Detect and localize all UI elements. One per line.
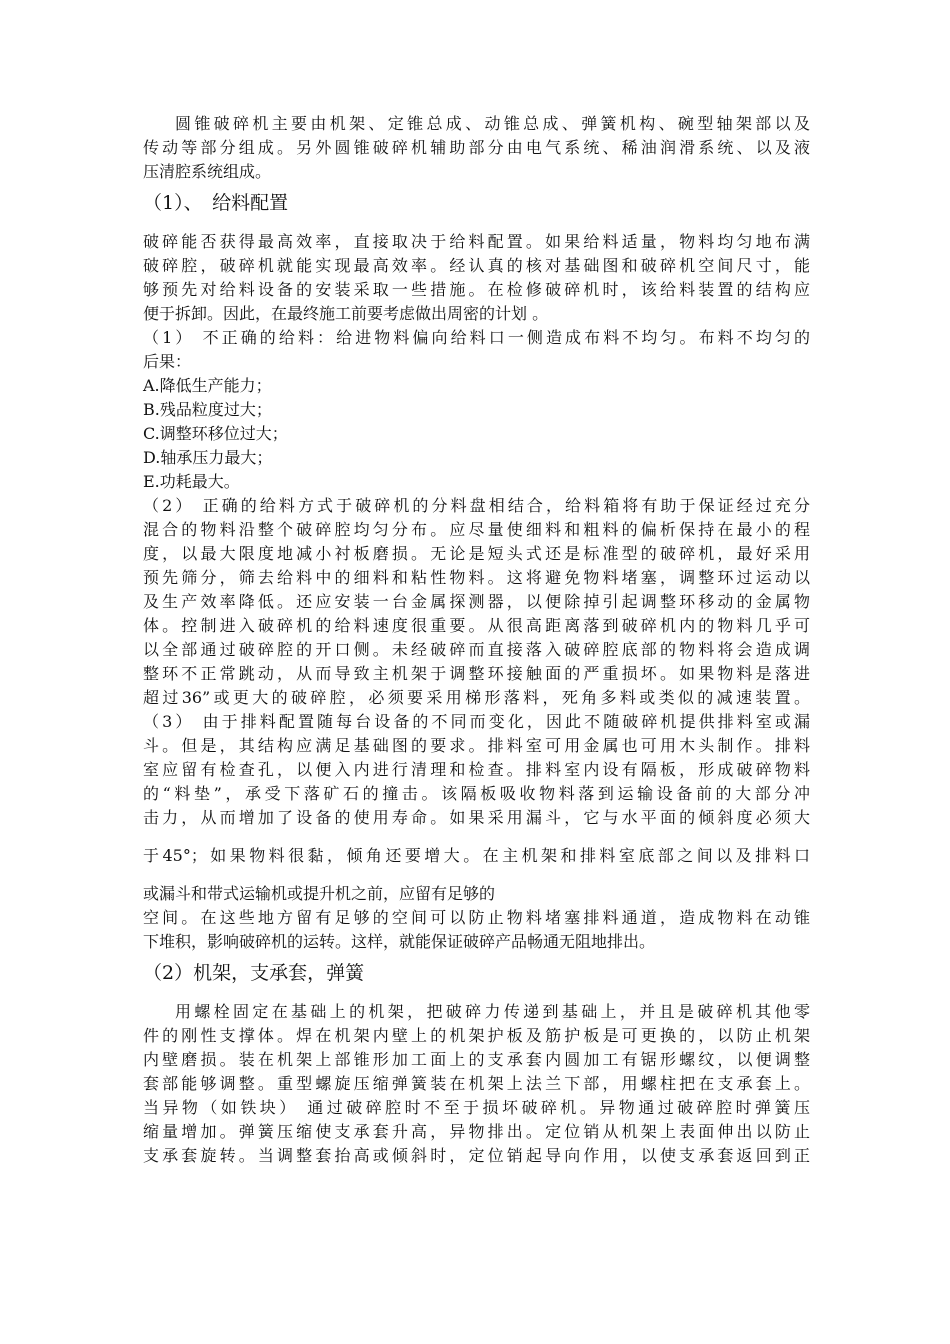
text-line: 斗。但是，其结构应满足基础图的要求。排料室可用金属也可用木头制作。排料 [143,736,810,755]
text-line: 击力，从而增加了设备的使用寿命。如果采用漏斗，它与水平面的倾斜度必须大 [143,808,810,827]
text-line: 下堆积，影响破碎机的运转。这样，就能保证破碎产品畅通无阻地排出。 [143,932,656,951]
text-line: 支承套旋转。当调整套抬高或倾斜时，定位销起导向作用，以使支承套返回到正 [143,1146,810,1165]
text-line: 够预先对给料设备的安装采取一些措施。在检修破碎机时，该给料装置的结构应 [143,280,810,299]
text-line: 及生产效率降低。还应安装一台金属探测器，以便除掉引起调整环移动的金属物 [143,592,810,611]
text-line: 破碎腔，破碎机就能实现最高效率。经认真的核对基础图和破碎机空间尺寸，能 [143,256,810,275]
text-line: 圆锥破碎机主要由机架、定锥总成、动锥总成、弹簧机构、碗型轴架部以及 [175,114,810,133]
intro-paragraph [143,112,810,184]
text-line: 套部能够调整。重型螺旋压缩弹簧装在机架上法兰下部，用螺柱把在支承套上。 [143,1074,810,1093]
text-line: 后果： [143,352,192,371]
text-line: 空间。在这些地方留有足够的空间可以防止物料堵塞排料通道，造成物料在动锥 [143,908,810,927]
document-page [143,112,810,1168]
text-line: （3） 由于排料配置随每台设备的不同而变化，因此不随破碎机提供排料室或漏 [143,712,810,731]
list-item: C.调整环移位过大； [143,424,288,443]
text-line: 破碎能否获得最高效率，直接取决于给料配置。如果给料适量，物料均匀地布满 [143,232,810,251]
text-line: 整环不正常跳动，从而导致主机架于调整环接触面的严重损坏。如果物料是落进 [143,664,810,683]
text-line: 度，以最大限度地减小衬板磨损。无论是短头式还是标准型的破碎机，最好采用 [143,544,810,563]
list-item: D.轴承压力最大； [143,448,273,467]
consequence-list [143,374,810,494]
text-line: 用螺栓固定在基础上的机架，把破碎力传递到基础上，并且是破碎机其他零 [175,1002,810,1021]
section-heading-frame: （2）机架，支承套，弹簧 [143,962,365,984]
text-line: 体。控制进入破碎机的给料速度很重要。从很高距离落到破碎机内的物料几乎可 [143,616,810,635]
text-line: 于45°；如果物料很黏，倾角还要增大。在主机架和排料室底部之间以及排料口 [143,846,810,865]
text-line: 室应留有检查孔，以便入内进行清理和检查。排料室内设有隔板，形成破碎物料 [143,760,810,779]
text-line: 便于拆卸。因此，在最终施工前要考虑做出周密的计划 。 [143,304,549,323]
list-item: E.功耗最大。 [143,472,240,491]
text-line: 当异物（如铁块） 通过破碎腔时不至于损坏破碎机。异物通过破碎腔时弹簧压 [143,1098,810,1117]
item-incorrect-feed [143,326,810,374]
text-line: 或漏斗和带式运输机或提升机之前，应留有足够的 [143,884,496,903]
list-item: A.降低生产能力； [143,376,272,395]
text-line: 内壁磨损。装在机架上部锥形加工面上的支承套内圆加工有锯形螺纹，以便调整 [143,1050,810,1069]
item-discharge [143,710,810,954]
text-line: 以全部通过破碎腔的开口侧。未经破碎而直接落入破碎腔底部的物料将会造成调 [143,640,810,659]
text-line: （1） 不正确的给料：给进物料偏向给料口一侧造成布料不均匀。布料不均匀的 [143,328,810,347]
feed-paragraph [143,230,810,326]
text-line: 超过36”或更大的破碎腔，必须要采用梯形落料，死角多料或类似的减速装置。 [143,688,810,707]
list-item: B.残品粒度过大； [143,400,272,419]
text-line: 的“料垫”，承受下落矿石的撞击。该隔板吸收物料落到运输设备前的大部分冲 [143,784,810,803]
section-heading-feed: （1）、 给料配置 [143,192,289,214]
item-correct-feed [143,494,810,710]
text-line: 压清腔系统组成。 [143,162,272,181]
frame-paragraph [143,1000,810,1168]
text-line: 件的刚性支撑体。焊在机架内壁上的机架护板及筋护板是可更换的，以防止机架 [143,1026,810,1045]
text-line: 缩量增加。弹簧压缩使支承套升高，异物排出。定位销从机架上表面伸出以防止 [143,1122,810,1141]
text-line: （2） 正确的给料方式于破碎机的分料盘相结合，给料箱将有助于保证经过充分 [143,496,810,515]
text-line: 传动等部分组成。另外圆锥破碎机辅助部分由电气系统、稀油润滑系统、以及液 [143,138,810,157]
text-line: 混合的物料沿整个破碎腔均匀分布。应尽量使细料和粗料的偏析保持在最小的程 [143,520,810,539]
text-line: 预先筛分，筛去给料中的细料和粘性物料。这将避免物料堵塞，调整环过运动以 [143,568,810,587]
